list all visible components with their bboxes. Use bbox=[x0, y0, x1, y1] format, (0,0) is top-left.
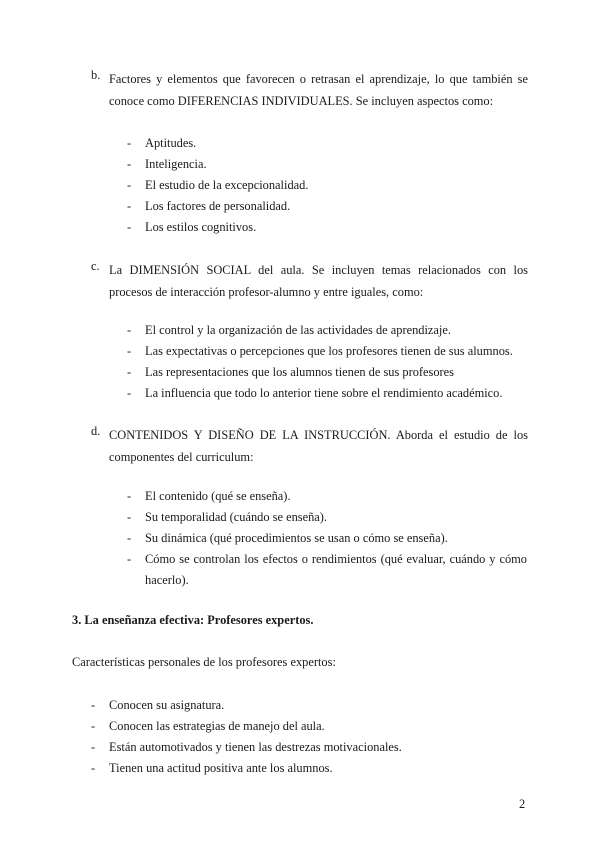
section-b-text: Factores y elementos que favorecen o retrasan el aprendizaje, lo que también se conoce como DIFERENCIAS INDIVIDUALES. Se incluyen aspectos como: bbox=[109, 72, 528, 108]
list-item: - Cómo se controlan los efectos o rendimientos (qué evaluar, cuándo y cómo hacerlo). bbox=[127, 549, 527, 591]
list-item: - Las representaciones que los alumnos tienen de sus profesores bbox=[127, 362, 527, 383]
list-dash: - bbox=[91, 740, 96, 754]
list-dash: - bbox=[127, 178, 132, 192]
list-dash: - bbox=[127, 489, 132, 503]
list-dash: - bbox=[127, 531, 132, 545]
list-item: - Las expectativas o percepciones que los profesores tienen de sus alumnos. bbox=[127, 341, 527, 362]
list-dash: - bbox=[127, 136, 132, 150]
list-item: - El estudio de la excepcionalidad. bbox=[127, 175, 527, 196]
section-b-list bbox=[127, 133, 527, 238]
section-c-text: La DIMENSIÓN SOCIAL del aula. Se incluyen temas relacionados con los procesos de interacción profesor-alumno y entre iguales, como: bbox=[109, 263, 528, 299]
section-d-marker: d. bbox=[91, 424, 101, 438]
section-d-text: CONTENIDOS Y DISEÑO DE LA INSTRUCCIÓN. Aborda el estudio de los componentes del curriculum: bbox=[109, 428, 528, 464]
list-dash: - bbox=[127, 552, 132, 566]
list-dash: - bbox=[127, 220, 132, 234]
list-item: - Su temporalidad (cuándo se enseña). bbox=[127, 507, 527, 528]
section-c-list bbox=[127, 320, 527, 404]
list-item: - Su dinámica (qué procedimientos se usan o cómo se enseña). bbox=[127, 528, 527, 549]
list-item: - Los estilos cognitivos. bbox=[127, 217, 527, 238]
list-item: - Los factores de personalidad. bbox=[127, 196, 527, 217]
list-item: - Tienen una actitud positiva ante los alumnos. bbox=[91, 758, 528, 779]
list-item: - Conocen las estrategias de manejo del aula. bbox=[91, 716, 528, 737]
list-dash: - bbox=[91, 719, 96, 733]
list-item: - Conocen su asignatura. bbox=[91, 695, 528, 716]
list-dash: - bbox=[91, 698, 96, 712]
list-item: - La influencia que todo lo anterior tiene sobre el rendimiento académico. bbox=[127, 383, 527, 404]
list-item: - Están automotivados y tienen las destrezas motivacionales. bbox=[91, 737, 528, 758]
section-b-marker: b. bbox=[91, 68, 101, 82]
section-d-list bbox=[127, 486, 527, 591]
list-dash: - bbox=[127, 323, 132, 337]
list-dash: - bbox=[127, 365, 132, 379]
list-dash: - bbox=[127, 510, 132, 524]
list-dash: - bbox=[91, 761, 96, 775]
section-3-heading: 3. La enseñanza efectiva: Profesores expertos. bbox=[72, 613, 314, 627]
list-item: - El control y la organización de las actividades de aprendizaje. bbox=[127, 320, 527, 341]
list-item: - Inteligencia. bbox=[127, 154, 527, 175]
list-item: - El contenido (qué se enseña). bbox=[127, 486, 527, 507]
list-dash: - bbox=[127, 157, 132, 171]
page-number: 2 bbox=[519, 797, 526, 811]
list-item: - Aptitudes. bbox=[127, 133, 527, 154]
section-3-intro: Características personales de los profesores expertos: bbox=[72, 655, 336, 669]
list-dash: - bbox=[127, 344, 132, 358]
expert-traits-list bbox=[91, 695, 528, 779]
list-dash: - bbox=[127, 386, 132, 400]
list-dash: - bbox=[127, 199, 132, 213]
section-c-marker: c. bbox=[91, 259, 100, 273]
